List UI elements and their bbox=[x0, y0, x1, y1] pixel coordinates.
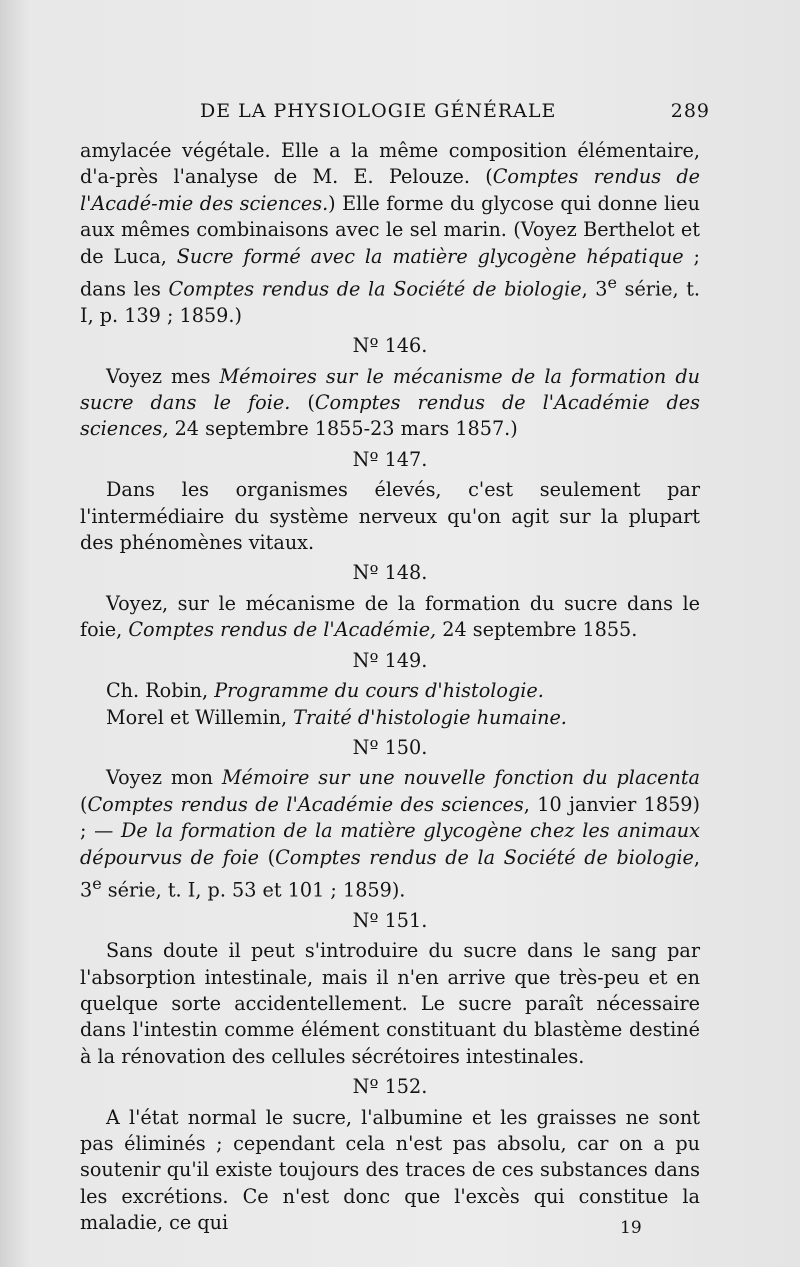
note-150-h: Comptes rendus de la Société de biologie bbox=[275, 845, 694, 869]
note-146 bbox=[80, 364, 700, 443]
note-146-b: Mémoires sur le mécanisme de la formation du sucre dans le foie. bbox=[80, 364, 700, 415]
intro-sup: e bbox=[607, 273, 617, 293]
note-150 bbox=[80, 765, 700, 903]
heading-150: Nº 150. bbox=[352, 735, 428, 759]
note-150-a: Voyez mon bbox=[106, 766, 222, 790]
note-146-e: 24 septembre 1855-23 mars 1857.) bbox=[168, 417, 518, 441]
intro-text-1: amylacée végétale. Elle a la même composition élémentaire, d'a- bbox=[80, 139, 700, 189]
heading-152: Nº 152. bbox=[352, 1075, 428, 1099]
page-header bbox=[180, 100, 710, 130]
intro-cite-2: Sucre formé avec la matière glycogène hépatique bbox=[176, 244, 684, 268]
intro-text-4: ; dans les bbox=[80, 244, 700, 301]
intro-text-2: près l'analyse de M. E. Pelouze. ( bbox=[115, 165, 493, 189]
note-149-l2b: Traité d'histologie humaine. bbox=[293, 705, 567, 729]
note-148-c: 24 septembre 1855. bbox=[436, 618, 638, 642]
signature-mark: 19 bbox=[620, 1218, 642, 1238]
running-head: DE LA PHYSIOLOGIE GÉNÉRALE bbox=[200, 100, 557, 122]
intro-paragraph bbox=[80, 138, 700, 329]
note-150-sup: e bbox=[92, 873, 102, 893]
page-number: 289 bbox=[670, 100, 710, 122]
note-150-e: , 10 janvier 1859) ; — bbox=[80, 792, 701, 843]
intro-text-6: série, t. I, p. 139 ; 1859.) bbox=[80, 277, 701, 327]
note-150-j: série, t. I, p. 53 et 101 ; 1859). bbox=[101, 878, 406, 902]
note-148-b: Comptes rendus de l'Académie, bbox=[128, 618, 437, 642]
intro-cite-1: Comptes rendus de l'Acadé- bbox=[80, 165, 700, 215]
note-149-l1a: Ch. Robin, bbox=[106, 679, 215, 703]
note-149-line-2 bbox=[80, 705, 700, 731]
heading-147: Nº 147. bbox=[352, 447, 428, 471]
heading-148: Nº 148. bbox=[352, 561, 428, 585]
note-150-g: ( bbox=[259, 845, 276, 869]
note-150-b: Mémoire sur une nouvelle fonction du placenta bbox=[221, 766, 700, 790]
note-146-a: Voyez mes bbox=[106, 364, 220, 388]
note-148-a: Voyez, sur le mécanisme de la formation du sucre dans le foie, bbox=[80, 591, 700, 642]
note-149-l2a: Morel et Willemin, bbox=[106, 705, 294, 729]
intro-cite-3: Comptes rendus de la Société de biologie bbox=[168, 277, 582, 301]
page-body bbox=[80, 138, 700, 1237]
note-149-l1b: Programme du cours d'histologie. bbox=[214, 679, 544, 703]
note-150-c: ( bbox=[80, 792, 88, 816]
intro-text-5: , 3 bbox=[581, 277, 608, 301]
note-152: A l'état normal le sucre, l'albumine et les graisses ne sont pas éliminés ; cependant cela n'est pas absolu, car on a pu soutenir qu'il existe toujours des traces de ces substances dans les excrétions. Ce n'est donc que l'excès qui constitue la maladie, ce qui bbox=[80, 1105, 700, 1235]
note-151: Sans doute il peut s'introduire du sucre dans le sang par l'absorption intestinale, mais il n'en arrive que très-peu et en quelque sorte accidentellement. Le sucre paraît nécessaire dans l'intestin comme élément constituant du blastème destiné à la rénovation des cellules sécrétoires intestinales. bbox=[80, 939, 700, 1068]
note-150-i: , 3 bbox=[80, 845, 701, 902]
note-150-d: Comptes rendus de l'Académie des sciences bbox=[87, 792, 524, 816]
heading-149: Nº 149. bbox=[352, 648, 428, 672]
note-147: Dans les organismes élevés, c'est seulement par l'intermédiaire du système nerveux qu'on agit sur la plupart des phénomènes vitaux. bbox=[80, 478, 700, 555]
intro-text-3: ) Elle forme du glycose qui donne lieu aux mêmes combinaisons avec le sel marin. (Voyez Berthelot et de Luca, bbox=[80, 191, 700, 268]
intro-cite-1b: mie des sciences. bbox=[157, 191, 329, 215]
note-149-line-1 bbox=[80, 678, 700, 704]
note-148 bbox=[80, 591, 700, 644]
note-150-f: De la formation de la matière glycogène chez les animaux dépourvus de foie bbox=[80, 819, 700, 869]
note-146-d: Comptes rendus de l'Académie des sciences, bbox=[80, 391, 700, 441]
heading-151: Nº 151. bbox=[352, 908, 428, 932]
note-146-c: ( bbox=[290, 391, 315, 415]
heading-146: Nº 146. bbox=[352, 334, 428, 358]
